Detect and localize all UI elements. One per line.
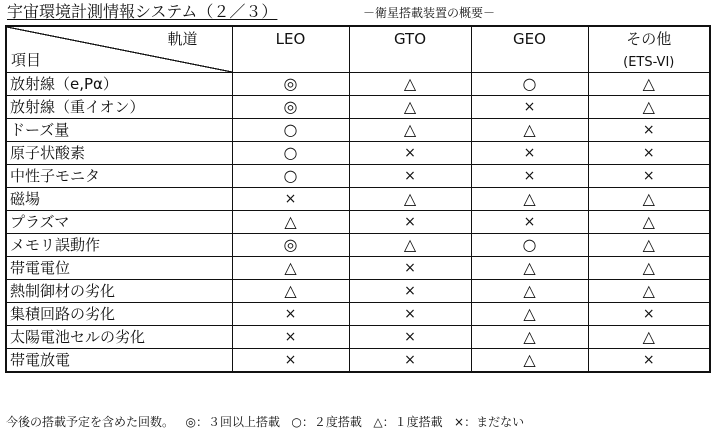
cell-mark: ×	[471, 211, 588, 234]
table-row	[6, 280, 710, 303]
cell-mark: ○	[471, 234, 588, 257]
cell-mark: ×	[349, 165, 471, 188]
cell-mark: ×	[471, 165, 588, 188]
column-header-other	[588, 26, 710, 73]
cell-mark: △	[232, 257, 349, 280]
legend-triangle: △：１度搭載	[373, 415, 443, 429]
table-row	[6, 349, 710, 373]
cell-mark: ×	[349, 211, 471, 234]
cell-mark: ×	[349, 257, 471, 280]
cell-mark: △	[471, 188, 588, 211]
row-label: 放射線（重イオン）	[6, 96, 232, 119]
cell-mark: ×	[588, 119, 710, 142]
row-label: 帯電電位	[6, 257, 232, 280]
cell-mark: △	[588, 96, 710, 119]
cell-mark: ○	[232, 142, 349, 165]
cell-mark: ×	[349, 303, 471, 326]
onboard-equipment-table	[5, 25, 711, 373]
cell-mark: ×	[349, 349, 471, 373]
cell-mark: ×	[232, 303, 349, 326]
row-label: 原子状酸素	[6, 142, 232, 165]
cell-mark: △	[471, 303, 588, 326]
cell-mark: ×	[232, 349, 349, 373]
page-subtitle: －衛星搭載装置の概要－	[363, 6, 496, 20]
cell-mark: △	[349, 96, 471, 119]
row-label: 太陽電池セルの劣化	[6, 326, 232, 349]
column-header-label: GTO	[393, 30, 427, 48]
table-row	[6, 188, 710, 211]
item-header-label: 項目	[11, 51, 42, 69]
legend-double-circle: ◎：３回以上搭載	[185, 415, 280, 429]
cell-mark: ○	[232, 165, 349, 188]
row-label: ドーズ量	[6, 119, 232, 142]
title-row	[7, 2, 713, 22]
cell-mark: △	[471, 119, 588, 142]
cell-mark: △	[232, 211, 349, 234]
column-header-sublabel: (ETS-VI)	[623, 55, 675, 70]
cell-mark: △	[588, 188, 710, 211]
column-header-leo	[232, 26, 349, 73]
column-header-geo	[471, 26, 588, 73]
column-header-label: LEO	[275, 30, 306, 48]
table-row	[6, 303, 710, 326]
table-row	[6, 73, 710, 96]
cell-mark: ×	[471, 142, 588, 165]
cell-mark: ×	[588, 303, 710, 326]
column-header-label: その他	[626, 30, 672, 48]
table-corner-cell	[6, 26, 232, 73]
row-label: 中性子モニタ	[6, 165, 232, 188]
cell-mark: △	[349, 119, 471, 142]
cell-mark: △	[471, 280, 588, 303]
row-label: 磁場	[6, 188, 232, 211]
cell-mark: ×	[349, 142, 471, 165]
cell-mark: ◎	[232, 73, 349, 96]
cell-mark: ×	[588, 165, 710, 188]
row-label: 帯電放電	[6, 349, 232, 373]
column-header-gto	[349, 26, 471, 73]
table-row	[6, 165, 710, 188]
legend-cross: ×：まだない	[454, 415, 525, 429]
legend-footer	[6, 414, 524, 430]
cell-mark: ◎	[232, 234, 349, 257]
page-title: 宇宙環境計測情報システム（２／３）	[7, 2, 278, 21]
table-row	[6, 326, 710, 349]
table-row	[6, 96, 710, 119]
cell-mark: ×	[349, 280, 471, 303]
cell-mark: △	[471, 326, 588, 349]
cell-mark: ×	[588, 349, 710, 373]
cell-mark: △	[588, 257, 710, 280]
row-label: 放射線（e,Pα）	[6, 73, 232, 96]
table-row	[6, 142, 710, 165]
cell-mark: △	[588, 234, 710, 257]
cell-mark: ×	[588, 142, 710, 165]
cell-mark: ○	[232, 119, 349, 142]
legend-circle: ○：２度搭載	[291, 415, 362, 429]
column-header-label: GEO	[513, 30, 546, 48]
row-label: プラズマ	[6, 211, 232, 234]
cell-mark: ×	[349, 326, 471, 349]
footer-note: 今後の搭載予定を含めた回数。	[6, 415, 175, 429]
cell-mark: △	[349, 73, 471, 96]
cell-mark: ×	[232, 188, 349, 211]
cell-mark: △	[588, 211, 710, 234]
cell-mark: △	[349, 188, 471, 211]
table-row	[6, 119, 710, 142]
table-row	[6, 257, 710, 280]
cell-mark: △	[471, 349, 588, 373]
cell-mark: △	[588, 280, 710, 303]
table-row	[6, 234, 710, 257]
row-label: メモリ誤動作	[6, 234, 232, 257]
cell-mark: ×	[232, 326, 349, 349]
cell-mark: ○	[471, 73, 588, 96]
cell-mark: ◎	[232, 96, 349, 119]
cell-mark: △	[588, 73, 710, 96]
row-label: 集積回路の劣化	[6, 303, 232, 326]
cell-mark: △	[232, 280, 349, 303]
table-body	[6, 73, 710, 373]
cell-mark: △	[588, 326, 710, 349]
row-label: 熱制御材の劣化	[6, 280, 232, 303]
table-header-row	[6, 26, 710, 73]
cell-mark: ×	[471, 96, 588, 119]
cell-mark: △	[471, 257, 588, 280]
orbit-header-label: 軌道	[167, 30, 198, 48]
table-row	[6, 211, 710, 234]
cell-mark: △	[349, 234, 471, 257]
